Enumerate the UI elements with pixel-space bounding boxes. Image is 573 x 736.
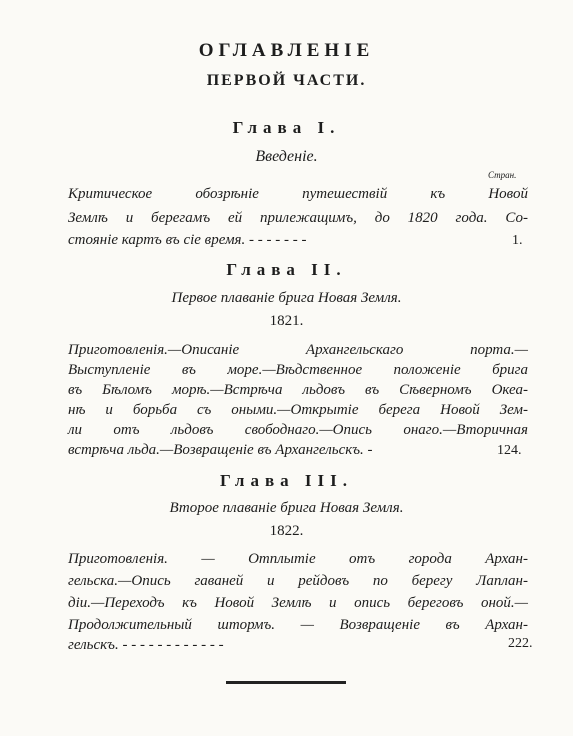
- chapter-3-line: Приготовленія. — Отплытіе отъ города Архан-: [68, 551, 528, 567]
- chapter-1-name: Введеніе.: [255, 148, 318, 165]
- page-title: ОГЛАВЛЕНІЕ: [198, 40, 375, 61]
- chapter-1-page-number: 1.: [512, 233, 523, 248]
- chapter-2-line: Приготовленія.—Описаніе Архангельскаго порта.—: [68, 342, 528, 358]
- chapter-1-line: Землѣ и берегамъ ей прилежащимъ, до 1820 года. Со-: [68, 210, 528, 226]
- chapter-1-line: стояніе картъ въ сіе время. - - - - - - -: [68, 232, 307, 248]
- chapter-1-line: Критическое обозрѣніе путешествій къ Новой: [68, 186, 528, 202]
- chapter-2-line: Выступленіе въ море.—Вѣдственное положеніе брига: [68, 362, 528, 378]
- chapter-2-heading: Глава II.: [226, 260, 347, 279]
- chapter-3-name: Второе плаваніе брига Новая Земля.: [169, 500, 404, 516]
- chapter-2-line: въ Бѣломъ морѣ.—Встрѣча льдовъ въ Сѣверномъ Океа-: [68, 382, 528, 398]
- chapter-2-line: нѣ и борьба съ оными.—Открытіе берега Новой Зем-: [68, 402, 528, 418]
- chapter-3-page-number: 222.: [508, 636, 533, 651]
- page-column-label: Стран.: [488, 170, 517, 180]
- chapter-3-line: Продолжительный штормъ. — Возвращеніе въ Архан-: [68, 617, 528, 633]
- chapter-3-line: діи.—Переходъ къ Новой Землѣ и опись береговъ оной.—: [68, 595, 528, 611]
- chapter-2-line: ли отъ льдовъ свободнаго.—Опись онаго.—Вторичная: [68, 422, 528, 438]
- page-subtitle: ПЕРВОЙ ЧАСТИ.: [206, 72, 367, 89]
- chapter-3-heading: Глава III.: [220, 471, 353, 490]
- chapter-3-line: гельскъ. - - - - - - - - - - - -: [68, 637, 224, 653]
- chapter-2-line: встрѣча льда.—Возвращеніе въ Архангельскъ. -: [68, 442, 373, 458]
- chapter-2-page-number: 124.: [497, 443, 522, 458]
- chapter-2-year: 1821.: [269, 313, 304, 329]
- chapter-3-line: гельска.—Опись гаваней и рейдовъ по берегу Лаплан-: [68, 573, 528, 589]
- chapter-2-name: Первое плаваніе брига Новая Земля.: [171, 290, 402, 306]
- closing-rule: [226, 681, 346, 684]
- chapter-1-heading: Глава I.: [232, 118, 341, 137]
- chapter-3-year: 1822.: [269, 523, 304, 539]
